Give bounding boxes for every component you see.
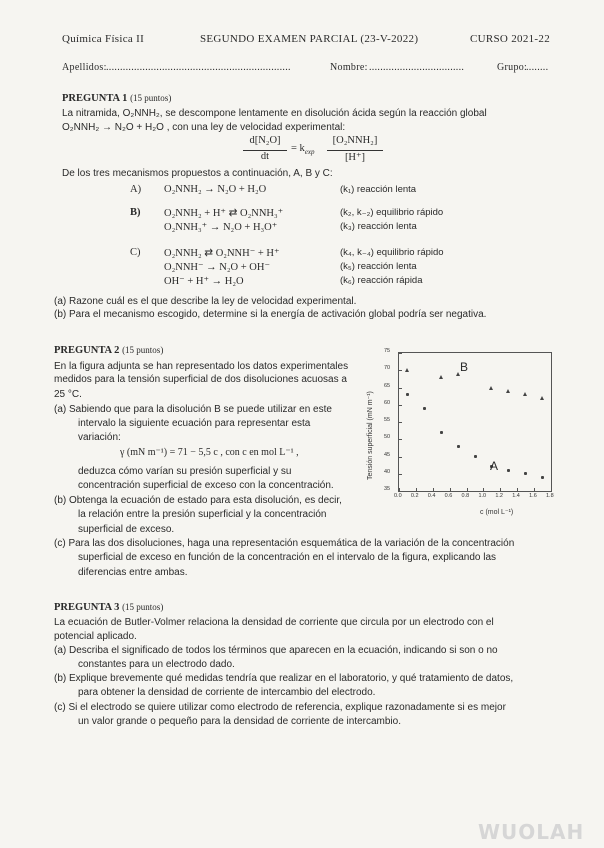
group-field[interactable]: ........ [526,62,549,73]
name-field[interactable]: .................................. [369,62,465,73]
mech-c-step2: O₂NNH⁻ → N₂O + OH⁻ [164,262,270,273]
x-tick [551,488,552,491]
y-tick [399,457,402,458]
series-a-point [457,445,460,448]
y-tick-label: 50 [384,434,391,441]
series-a-point [541,476,544,479]
x-tick [416,488,417,491]
x-tick [483,488,484,491]
y-tick [399,405,402,406]
series-a-point [440,431,443,434]
y-tick-label: 40 [384,468,391,475]
mech-b-note1: (k₂, k₋₂) equilibrio rápido [340,207,444,218]
q2-c1: (c) Para las dos disoluciones, haga una representación esquemática de la variación de la concentración [54,538,515,549]
q2-l2: medidos para la tensión superficial de dos disoluciones acuosas a [54,374,347,385]
q3-b2: para obtener la densidad de corriente de intercambio del electrodo. [78,687,376,698]
mech-b-step2: O₂NNH₃⁺ → N₂O + H₃O⁺ [164,222,278,233]
q3-title: PREGUNTA 3 (15 puntos) [54,602,164,613]
exam-title: SEGUNDO EXAMEN PARCIAL (23-V-2022) [200,33,419,45]
q2-b2: la relación entre la presión superficial y la concentración [78,509,327,520]
group-label: Grupo: [497,62,528,73]
y-tick-label: 75 [384,348,391,354]
q3-a1: (a) Describa el significado de todos los términos que aparecen en la ecuación, indicando si son o no [54,645,498,656]
y-tick [399,439,402,440]
rate-numerator: d[N₂O] [249,135,281,146]
q2-a5: deduzca cómo varían su presión superficial y su [78,466,292,477]
series-a-point [423,407,426,410]
subject-name: Química Física II [62,33,145,45]
y-tick-label: 45 [384,451,391,458]
x-tick [399,488,400,491]
q3-c1: (c) Si el electrodo se quiere utilizar como electrodo de referencia, explique razonadamente si es mejor [54,702,506,713]
x-tick-label: 1.4 [512,493,520,499]
q2-b3: superficial de exceso. [78,524,175,535]
q2-a2: intervalo la siguiente ecuación para representar esta [78,418,311,429]
q3-l1: La ecuación de Butler-Volmer relaciona la densidad de corriente que circula por un electrodo con el [54,617,494,628]
series-b-point [489,386,493,390]
q1-part-b: (b) Para el mecanismo escogido, determine si la energía de activación global podría ser negativa. [54,309,487,320]
name-label: Nombre: [330,62,368,73]
x-tick [467,488,468,491]
x-tick [450,488,451,491]
x-tick-label: 1.8 [546,493,554,499]
y-tick [399,353,402,354]
x-tick [500,488,501,491]
y-tick-label: 35 [384,486,391,492]
rate-denominator: dt [260,151,270,162]
q2-l1: En la figura adjunta se han representado los datos experimentales [54,361,349,372]
rate-denominator-2: [H⁺] [344,152,366,163]
mech-c-note1: (k₄, k₋₄) equilibrio rápido [340,247,444,258]
y-tick-label: 65 [384,382,391,389]
q2-a3: variación: [78,432,121,443]
x-tick [517,488,518,491]
mech-a-step1: O₂NNH₂ → N₂O + H₂O [164,184,267,195]
series-b-point [540,396,544,400]
y-tick [399,388,402,389]
q3-c2: un valor grande o pequeño para la densidad de corriente de intercambio. [78,716,401,727]
series-b-label: B [460,360,469,374]
y-axis-label: Tensión superficial (mN m⁻¹) [367,391,374,480]
series-b-point [439,375,443,379]
watermark-logo: WUOLAH [478,820,585,844]
y-tick [399,422,402,423]
mech-a-label: A) [130,184,142,195]
surname-field[interactable]: .................................................................. [106,62,291,73]
q2-c3: diferencias entre ambas. [78,567,188,578]
x-tick [534,488,535,491]
q1-part-a: (a) Razone cuál es el que describe la ley de velocidad experimental. [54,296,357,307]
surname-label: Apellidos: [62,62,107,73]
series-a-point [507,469,510,472]
rate-numerator-2: [O₂NNH₂] [332,135,378,146]
series-b-point [523,392,527,396]
mech-c-note2: (k₅) reacción lenta [340,261,417,272]
q3-l2: potencial aplicado. [54,631,137,642]
mech-b-step1: O₂NNH₂ + H⁺ ⇄ O₂NNH₃⁺ [164,208,284,219]
x-tick-label: 0.0 [394,493,402,499]
plot-area [398,352,552,492]
y-tick-label: 70 [384,365,391,372]
mech-c-note3: (k₆) reacción rápida [340,275,423,286]
y-tick-label: 55 [384,417,391,423]
series-a-point [406,393,409,396]
series-a-point [474,455,477,458]
y-tick [399,474,402,475]
rate-constant: = $k_{exp}$ [291,143,315,157]
y-tick-label: 60 [384,399,391,406]
series-a-label: A [490,459,499,473]
q2-l3: 25 °C. [54,389,82,400]
mech-a-note1: (k₁) reacción lenta [340,184,417,195]
x-tick-label: 0.4 [427,493,436,499]
course-year: CURSO 2021-22 [470,33,550,45]
x-tick-label: 1.2 [495,493,503,499]
mech-b-note2: (k₃) reacción lenta [340,221,417,232]
q2-c2: superficial de exceso en función de la concentración en el intervalo de la figura, explicando las [78,552,497,563]
x-tick-label: 0.8 [461,493,470,499]
x-tick-label: 1.0 [478,493,487,499]
series-b-point [405,368,409,372]
q2-a6: concentración superficial de exceso con la concentración. [78,480,334,491]
q1-intro: De los tres mecanismos propuestos a continuación, A, B y C: [62,168,333,179]
q3-a2: constantes para un electrodo dado. [78,659,235,670]
q2-a1: (a) Sabiendo que para la disolución B se puede utilizar en este [54,404,332,415]
q2-equation: γ (mN m⁻¹) = 71 − 5,5 c , con c en mol L⁻¹ , [120,447,299,458]
x-tick-label: 0.2 [410,493,419,499]
x-tick [433,488,434,491]
series-b-point [456,372,460,376]
mech-c-step1: O₂NNH₂ ⇄ O₂NNH⁻ + H⁺ [164,248,280,259]
q1-title: PREGUNTA 1 (15 puntos) [62,93,172,104]
mech-b-label: B) [130,207,141,218]
q1-line1: La nitramida, O₂NNH₂, se descompone lentamente en disolución ácida según la reacción global [62,108,487,119]
mech-c-step3: OH⁻ + H⁺ → H₂O [164,276,244,287]
mech-c-label: C) [130,247,141,258]
series-a-point [524,472,527,475]
q2-title: PREGUNTA 2 (15 puntos) [54,345,164,356]
x-tick-label: 1.6 [529,493,537,499]
series-b-point [506,389,510,393]
y-tick [399,491,402,492]
q1-line2: O₂NNH₂ → N₂O + H₂O , con una ley de velocidad experimental: [62,122,346,133]
q2-b1: (b) Obtenga la ecuación de estado para esta disolución, es decir, [54,495,342,506]
x-axis-label: c (mol L⁻¹) [480,509,514,516]
y-tick [399,370,402,371]
surface-tension-chart [367,348,555,516]
x-tick-label: 0.6 [444,493,453,499]
q3-b1: (b) Explique brevemente qué medidas tendría que realizar en el laboratorio, y qué tratamiento de datos, [54,673,514,684]
